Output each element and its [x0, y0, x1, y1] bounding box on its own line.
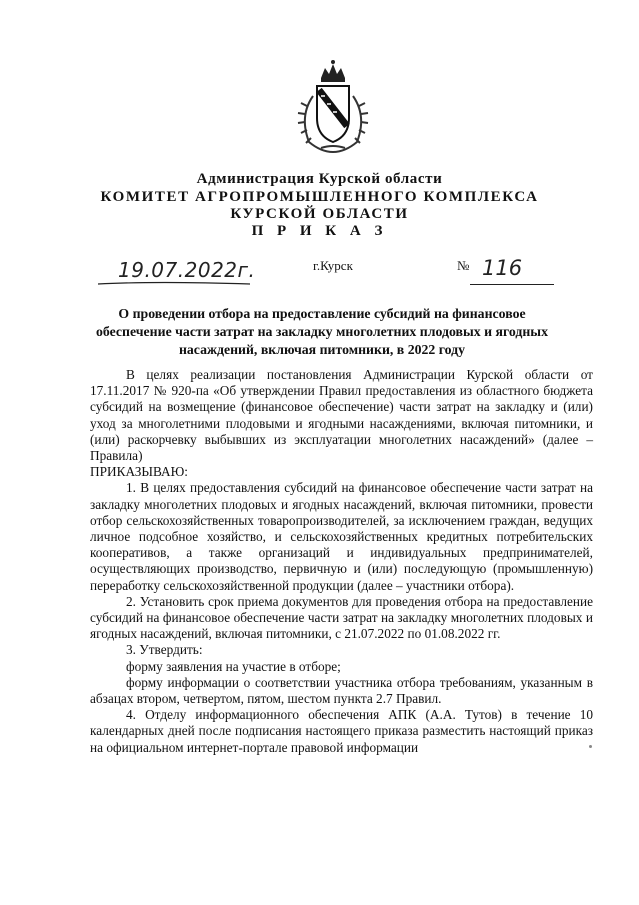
- document-type-heading: П Р И К А З: [251, 223, 388, 239]
- number-underline: [470, 284, 554, 285]
- clause-2: 2. Установить срок приема документов для проведения отбора на предоставление субсидий на финансовое обеспечение части затрат на закладку многолетних плодовых и ягодных насаждений, включая питомники, с 21.07.2022 по 01.08.2022 гг.: [90, 593, 593, 642]
- handwritten-date: 19.07.2022г.: [118, 258, 256, 282]
- committee-heading: КОМИТЕТ АГРОПРОМЫШЛЕННОГО КОМПЛЕКСА: [100, 189, 539, 205]
- clause-3-item-1: форму заявления на участие в отборе;: [126, 658, 341, 674]
- clause-3: 3. Утвердить:: [126, 642, 203, 658]
- order-body: [90, 367, 593, 756]
- coat-of-arms-icon: [291, 56, 375, 156]
- administration-heading: Администрация Курской области: [196, 171, 443, 187]
- clause-4: 4. Отделу информационного обеспечения АПК (А.А. Тутов) в течение 10 календарных дней после подписания настоящего приказа разместить настоящий приказ на официальном интернет-портале правовой информации: [90, 707, 593, 755]
- region-heading: КУРСКОЙ ОБЛАСТИ: [230, 206, 409, 222]
- city-label: г.Курск: [313, 258, 353, 273]
- preamble-paragraph: В целях реализации постановления Администрации Курской области от 17.11.2017 № 920-па «Об утверждении Правил предоставления из областного бюджета субсидий на возмещение (финансовое обеспечение) части затрат на закладку и (или) уход за многолетними плодовыми и ягодными насаждениями, включая питомники, и (или) раскорчевку выбывших из эксплуатации многолетних насаждений» (далее –Правила): [90, 367, 593, 464]
- number-sign: №: [457, 258, 470, 273]
- handwritten-order-number: 116: [482, 256, 523, 280]
- order-word: ПРИКАЗЫВАЮ:: [90, 464, 188, 480]
- clause-3-item-2: форму информации о соответствии участника отбора требованиям, указанным в абзацах втором, четвертом, пятом, шестом пункта 2.7 Правил.: [90, 674, 593, 707]
- order-title: О проведении отбора на предоставление субсидий на финансовое обеспечение части затрат на закладку многолетних плодовых и ягодных насаждений, включая питомники, в 2022 году: [96, 306, 548, 357]
- clause-1: 1. В целях предоставления субсидий на финансовое обеспечение части затрат на закладку многолетних плодовых и ягодных насаждений, включая питомники, провести отбор сельскохозяйственных товаропроизводителей, за исключением граждан, ведущих личное подсобное хозяйство, и сельскохозяйственных кредитных потребительских кооперативов, а также организаций и индивидуальных предпринимателей, осуществляющих производство, первичную и (или) последующую (промышленную) переработку сельскохозяйственной продукции (далее – участники отбора).: [90, 480, 593, 593]
- scan-dot: [589, 745, 592, 748]
